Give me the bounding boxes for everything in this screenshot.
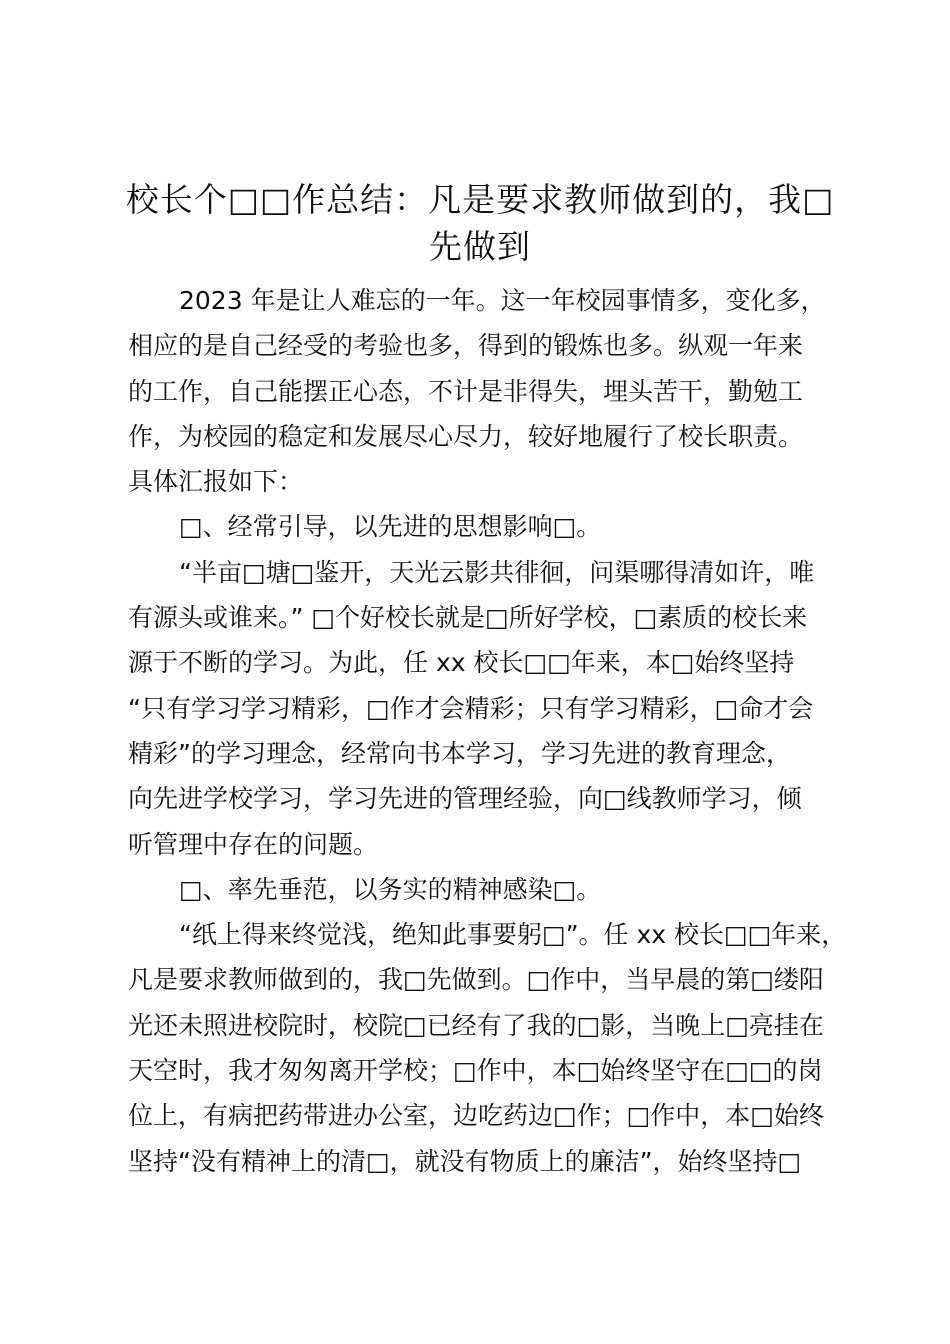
body-line: 作，为校园的稳定和发展尽心尽力，较好地履行了校长职责。 [128, 421, 804, 451]
title-line-1: 校长个□□作总结：凡是要求教师做到的，我□ [125, 180, 835, 219]
section-heading: □、率先垂范，以务实的精神感染□。 [179, 874, 602, 904]
body-line: 相应的是自己经受的考验也多，得到的锻炼也多。纵观一年来 [128, 331, 804, 361]
section-heading: □、经常引导，以先进的思想影响□。 [179, 512, 602, 542]
body-line: 位上，有病把药带进办公室，边吃药边□作；□作中，本□始终 [128, 1101, 824, 1131]
body-line: 源于不断的学习。为此，任 xx 校长□□年来，本□始终坚持 [128, 648, 795, 678]
body-line: 坚持“没有精神上的清□，就没有物质上的廉洁”，始终坚持□ [128, 1146, 802, 1176]
body-line: 有源头或谁来。” □个好校长就是□所好学校，□素质的校长来 [128, 603, 808, 633]
body-line: 2023 年是让人难忘的一年。这一年校园事情多，变化多， [179, 286, 826, 315]
body-line: 天空时，我才匆匆离开学校；□作中，本□始终坚守在□□的岗 [128, 1056, 823, 1086]
body-line: “半亩□塘□鉴开，天光云影共徘徊，问渠哪得清如许，唯 [179, 557, 815, 587]
body-line: “纸上得来终觉浅，绝知此事要躬□”。任 xx 校长□□年来， [179, 920, 847, 950]
body-line: 具体汇报如下： [128, 467, 304, 497]
document-title [110, 176, 850, 270]
body-line: 凡是要求教师做到的，我□先做到。□作中，当早晨的第□缕阳 [128, 965, 824, 995]
body-line: 光还未照进校院时，校院□已经有了我的□影，当晚上□亮挂在 [128, 1010, 824, 1040]
title-line-2: 先做到 [429, 227, 531, 266]
body-line: 的工作，自己能摆正心态，不计是非得失，埋头苦干，勤勉工 [128, 376, 804, 406]
body-line: 精彩”的学习理念，经常向书本学习，学习先进的教育理念， [128, 738, 791, 768]
body-line: 听管理中存在的问题。 [128, 829, 379, 859]
body-line: 向先进学校学习，学习先进的管理经验，向□线教师学习，倾 [128, 784, 802, 814]
body-line: “只有学习学习精彩，□作才会精彩；只有学习精彩，□命才会 [128, 693, 814, 723]
document-body [128, 278, 868, 1184]
